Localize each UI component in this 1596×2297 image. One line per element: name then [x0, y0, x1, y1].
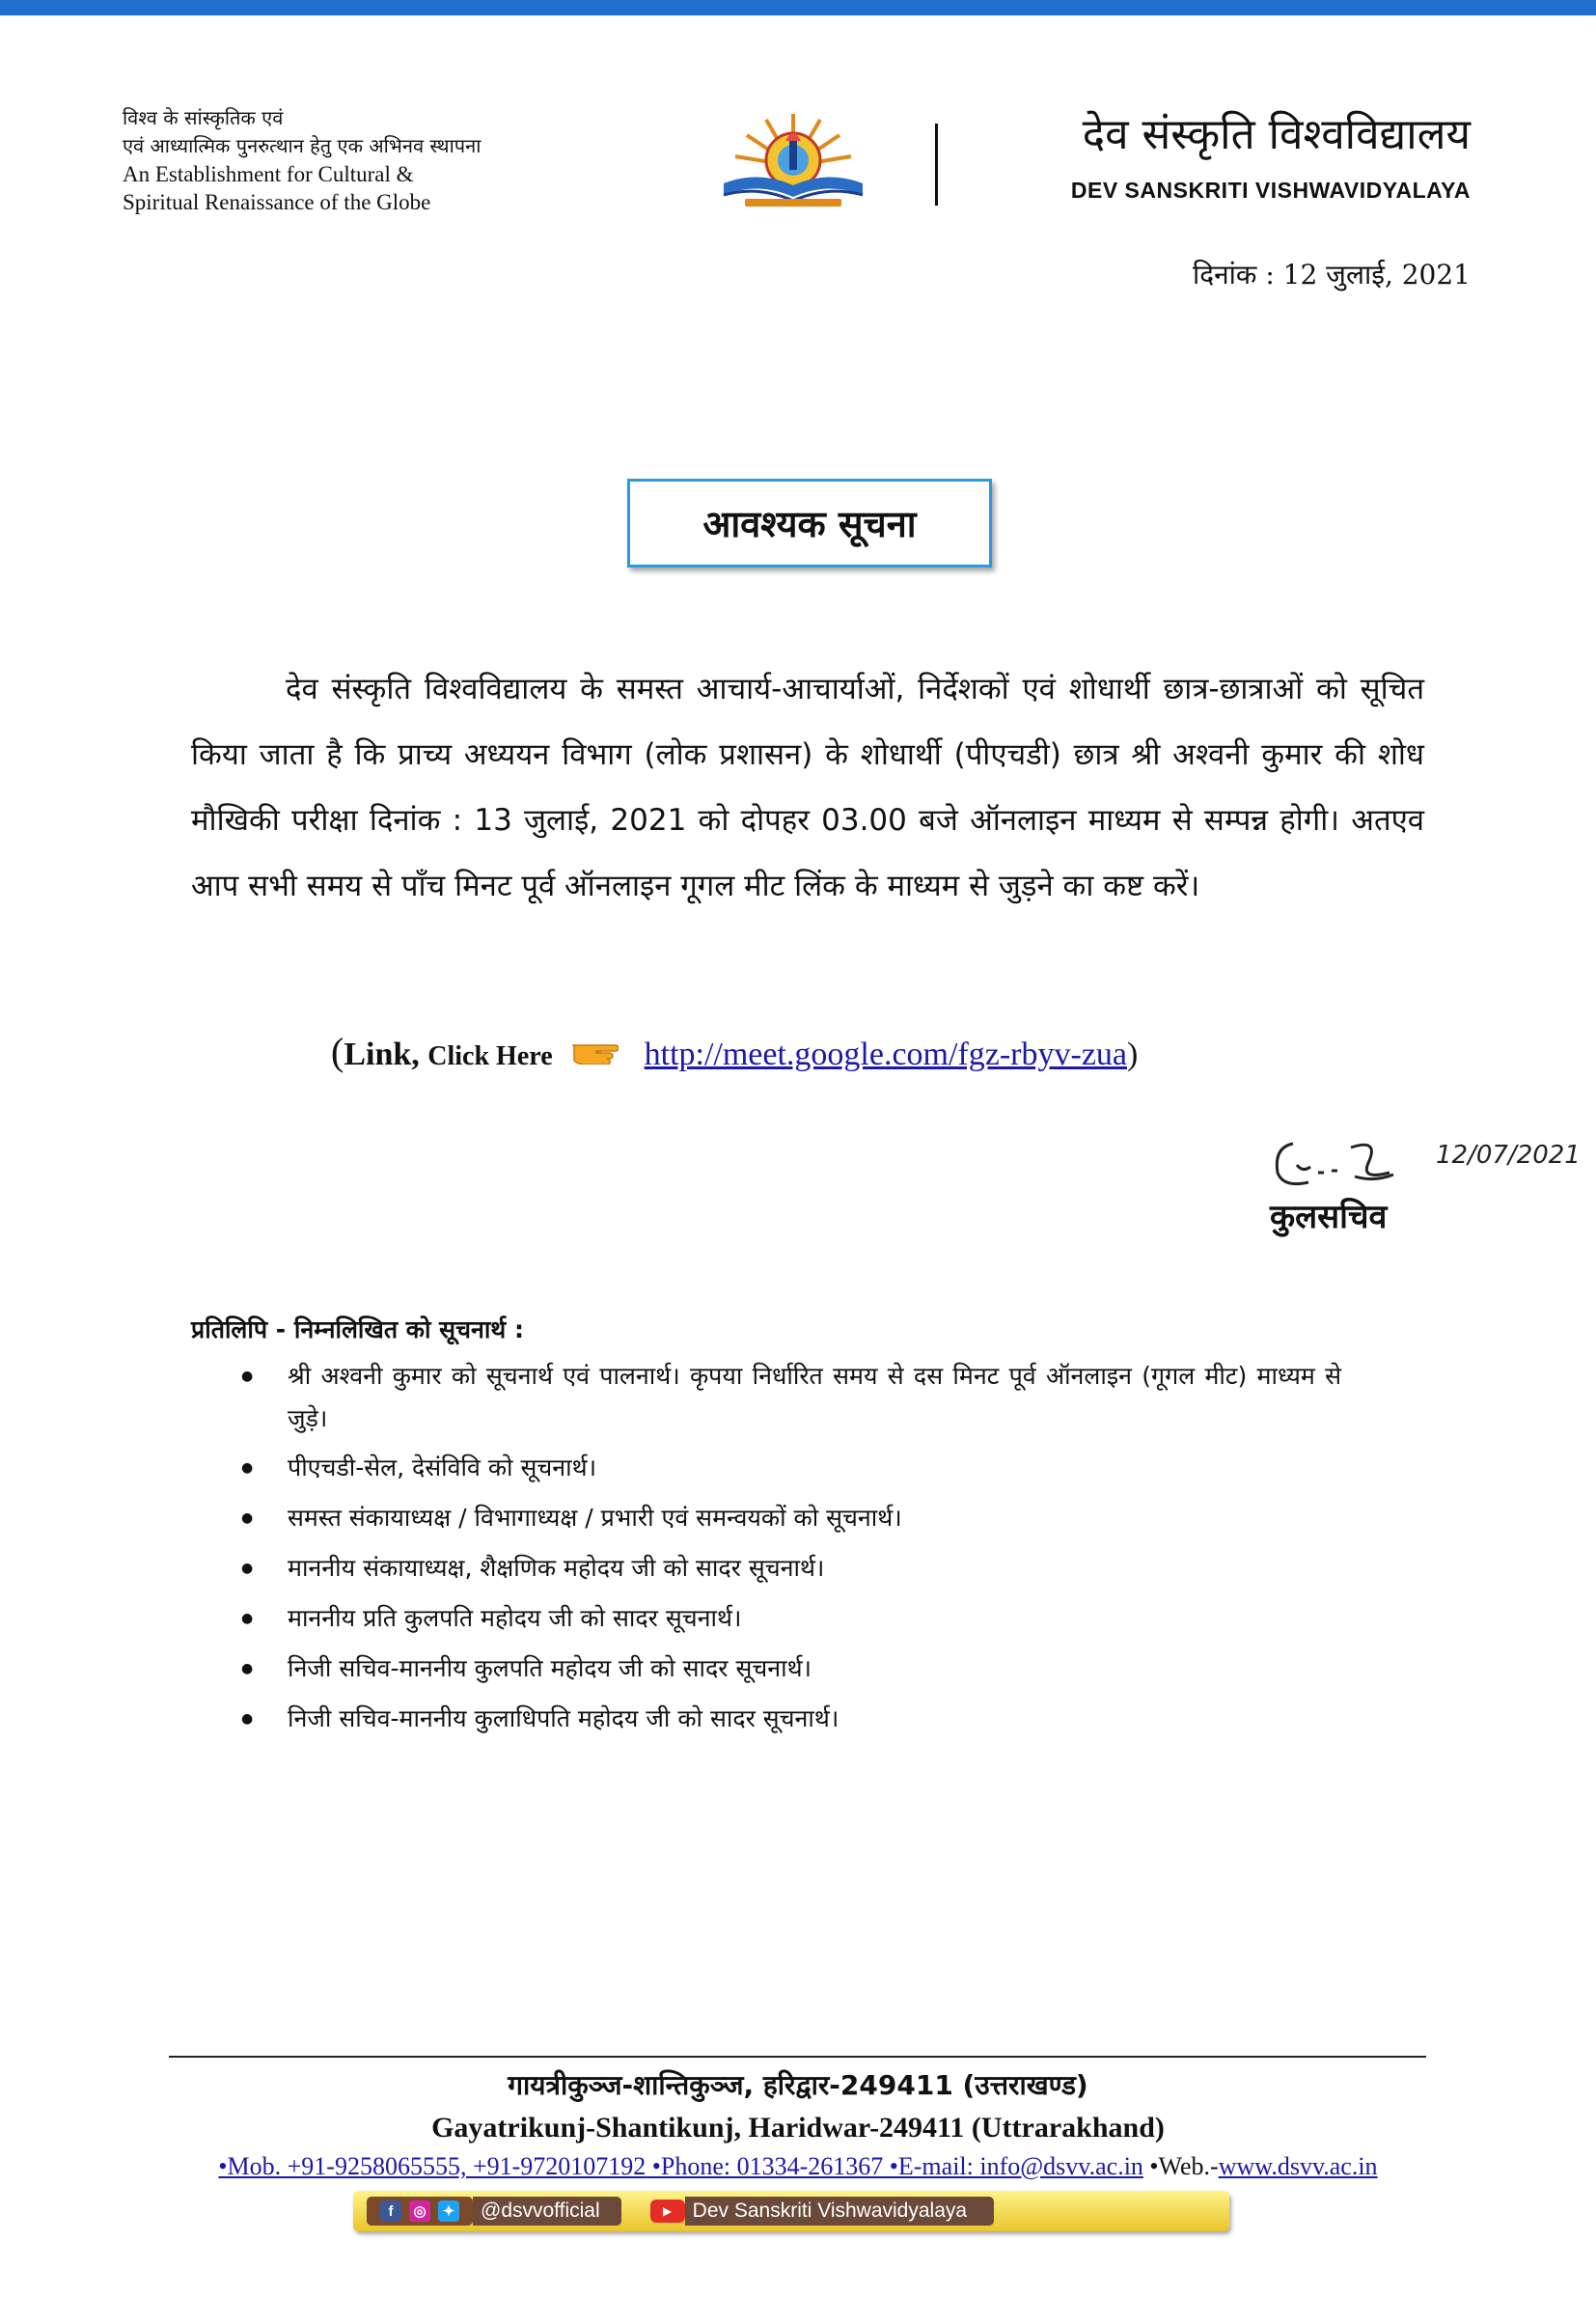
open-paren: (: [331, 1030, 344, 1073]
copy-to-label-rest: - निम्नलिखित को सूचनार्थ :: [267, 1315, 524, 1343]
notice-body: देव संस्कृति विश्वविद्यालय के समस्त आचार्य-आचार्याओं, निर्देशकों एवं शोधार्थी छात्र-छात्राओं को सूचित किया जाता है कि प्राच्य अध्ययन विभाग (लोक प्रशासन) के शोधार्थी (पीएचडी) छात्र श्री अश्वनी कुमार की शोध मौखिकी परीक्षा दिनांक : 13 जुलाई, 2021 को दोपहर 03.00 बजे ऑनलाइन माध्यम से सम्पन्न होगी। अतएव आप सभी समय से पाँच मिनट पूर्व ऑनलाइन गूगल मीट लिंक के माध्यम से जुड़ने का कष्ट करें।: [191, 672, 1424, 903]
footer-divider: [169, 2056, 1426, 2058]
copy-to-item: ● माननीय प्रति कुलपति महोदय जी को सादर सूचनार्थ।: [241, 1596, 1341, 1641]
footer-address-english: Gayatrikunj-Shantikunj, Haridwar-249411 (Uttrarakhand): [431, 2112, 1165, 2144]
motto-hi-line-2: एवं आध्यात्मिक पुनरुत्थान हेतु एक अभिनव स्थापना: [123, 134, 482, 157]
header-divider: [935, 124, 938, 206]
copy-to-item: ● माननीय संकायाध्यक्ष, शैक्षणिक महोदय जी को सादर सूचनार्थ।: [241, 1546, 1341, 1591]
twitter-icon[interactable]: ✦: [438, 2200, 459, 2222]
copy-to-heading: [191, 1313, 524, 1345]
meeting-link-line: [331, 1029, 1138, 1074]
footer-mobile[interactable]: •Mob. +91-9258065555, +91-9720107192: [218, 2152, 647, 2180]
notice-title: आवश्यक सूचना: [702, 503, 917, 545]
motto-en-line-2: Spiritual Renaissance of the Globe: [123, 190, 431, 214]
footer-contact: [0, 2152, 1596, 2181]
top-accent-bar: [0, 0, 1596, 15]
instagram-icon[interactable]: ◎: [409, 2200, 430, 2222]
motto-hi-line-1: विश्व के सांस्कृतिक एवं: [123, 106, 284, 129]
facebook-icon[interactable]: f: [380, 2200, 401, 2222]
footer-web-label: •Web.-: [1142, 2152, 1219, 2180]
university-name-hindi: देव संस्कृति विश्वविद्यालय: [1082, 110, 1471, 159]
copy-to-item: ● निजी सचिव-माननीय कुलाधिपति महोदय जी को सादर सूचनार्थ।: [241, 1697, 1341, 1741]
footer-website-link[interactable]: www.dsvv.ac.in: [1218, 2152, 1378, 2180]
google-meet-link[interactable]: http://meet.google.com/fgz-rbyv-zua: [644, 1037, 1128, 1072]
close-paren: ): [1127, 1037, 1139, 1072]
social-media-banner: [353, 2191, 1229, 2231]
copy-to-label: प्रतिलिपि: [191, 1315, 268, 1343]
svg-text:12/07/2021: 12/07/2021: [1436, 1141, 1581, 1170]
university-name-english: DEV SANSKRITI VISHWAVIDYALAYA: [1070, 178, 1471, 203]
registrar-designation: कुलसचिव: [1270, 1198, 1388, 1236]
motto-en-line-1: An Establishment for Cultural &: [123, 162, 414, 186]
handwritten-signature: [1254, 1124, 1582, 1202]
footer-address-hindi: गायत्रीकुञ्ज-शान्तिकुञ्ज, हरिद्वार-249411 (उत्तराखण्ड): [508, 2069, 1088, 2101]
social-icons: [367, 2197, 473, 2226]
institution-motto: [123, 104, 586, 216]
social-handle: @dsvvofficial: [473, 2197, 621, 2226]
copy-to-item: ● श्री अश्वनी कुमार को सूचनार्थ एवं पालनार्थ। कृपया निर्धारित समय से दस मिनट पूर्व ऑनलाइन (गूगल मीट) माध्यम से जुड़े।: [241, 1355, 1341, 1440]
youtube-icon[interactable]: ▶: [650, 2200, 685, 2223]
pointing-hand-icon: [570, 1033, 619, 1073]
youtube-channel-name: Dev Sanskriti Vishwavidyalaya: [685, 2197, 994, 2226]
copy-to-item: ● निजी सचिव-माननीय कुलपति महोदय जी को सादर सूचनार्थ।: [241, 1647, 1341, 1691]
copy-to-item: ● समस्त संकायाध्यक्ष / विभागाध्यक्ष / प्रभारी एवं समन्वयकों को सूचनार्थ।: [241, 1496, 1341, 1540]
copy-to-item: ● पीएचडी-सेल, देसंविवि को सूचनार्थ।: [241, 1446, 1341, 1490]
notice-title-box: [627, 479, 992, 567]
footer-phone-email[interactable]: •Phone: 01334-261367 •E-mail: info@dsvv.ac.in: [646, 2152, 1143, 2180]
link-label: Link,: [344, 1037, 420, 1072]
click-here-label: Click Here: [427, 1041, 553, 1071]
copy-to-list: [241, 1355, 1341, 1747]
notice-date: दिनांक : 12 जुलाई, 2021: [1193, 259, 1471, 291]
university-logo: [716, 108, 870, 208]
